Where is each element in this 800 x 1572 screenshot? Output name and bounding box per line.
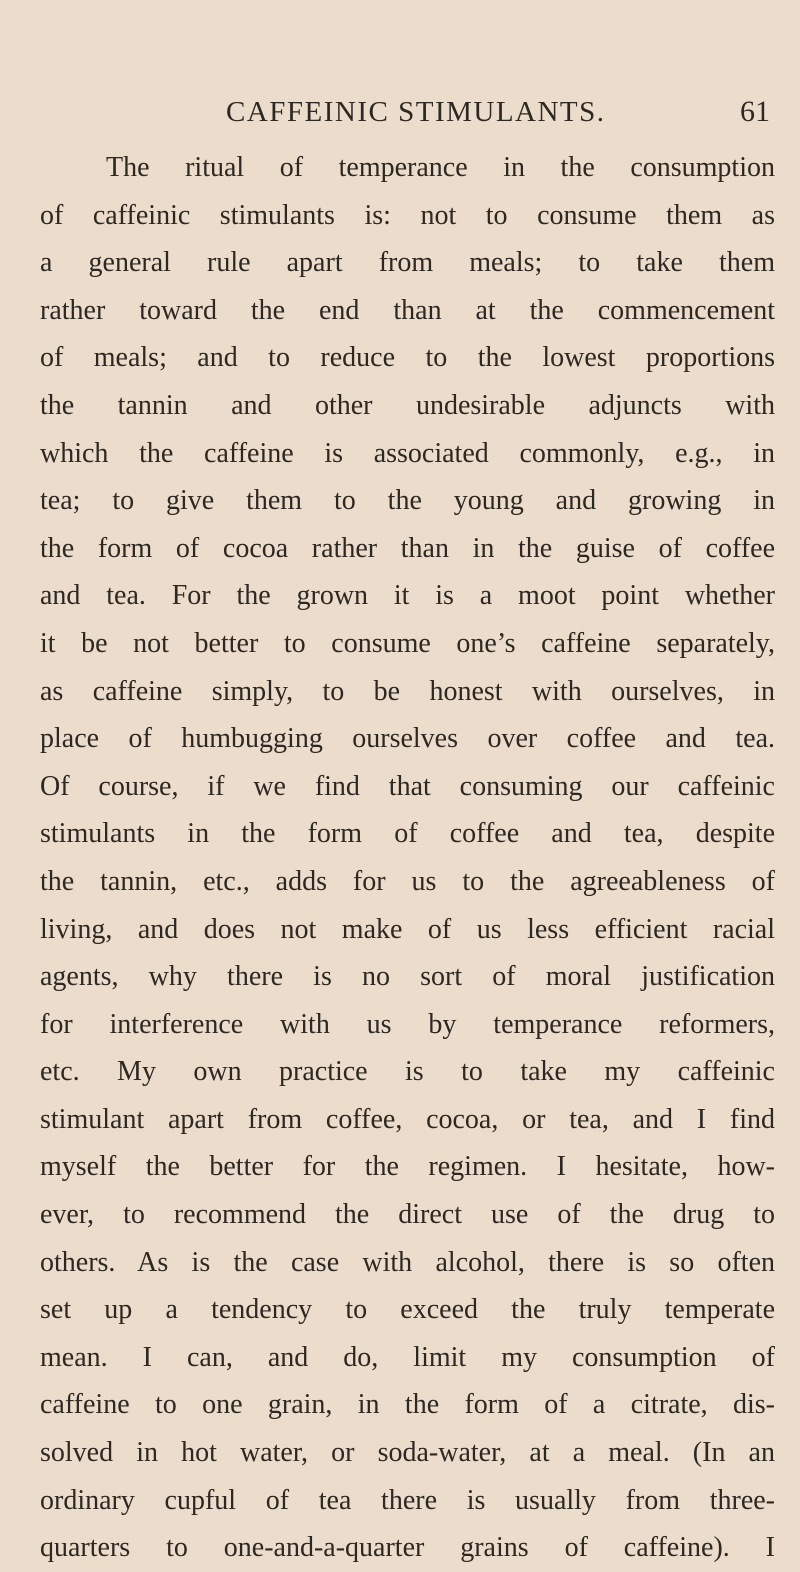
text-line: of meals; and to reduce to the lowest proportions	[40, 342, 775, 374]
text-line: stimulants in the form of coffee and tea, despite	[40, 818, 775, 850]
text-line: which the caffeine is associated commonly, e.g., in	[40, 437, 775, 469]
text-line: tea; to give them to the young and growing in	[40, 485, 775, 517]
text-line: living, and does not make of us less efficient racial	[40, 913, 775, 945]
text-line: quarters to one-and-a-quarter grains of caffeine). I	[40, 1532, 775, 1564]
text-line: mean. I can, and do, limit my consumption of	[40, 1341, 775, 1373]
text-line: etc. My own practice is to take my caffeinic	[40, 1056, 775, 1088]
page-number: 61	[740, 95, 770, 128]
text-line: for interference with us by temperance reformers,	[40, 1008, 775, 1040]
text-line: rather toward the end than at the commencement	[40, 294, 775, 326]
text-line: myself the better for the regimen. I hesitate, how-	[40, 1151, 775, 1183]
text-line: the tannin, etc., adds for us to the agreeableness of	[40, 865, 775, 897]
text-line: of caffeinic stimulants is: not to consume them as	[40, 199, 775, 231]
text-line: Of course, if we find that consuming our caffeinic	[40, 770, 775, 802]
text-line: agents, why there is no sort of moral justification	[40, 961, 775, 993]
text-line: the form of cocoa rather than in the guise of coffee	[40, 532, 775, 564]
text-line: stimulant apart from coffee, cocoa, or tea, and I find	[40, 1103, 775, 1135]
running-head	[0, 92, 800, 132]
text-line: ever, to recommend the direct use of the drug to	[40, 1199, 775, 1231]
text-line: a general rule apart from meals; to take them	[40, 247, 775, 279]
running-title: CAFFEINIC STIMULANTS.	[226, 96, 606, 128]
text-line: place of humbugging ourselves over coffee and tea.	[40, 723, 775, 755]
text-line: the tannin and other undesirable adjuncts with	[40, 389, 775, 421]
text-line: The ritual of temperance in the consumption	[106, 152, 775, 183]
body-paragraph	[40, 144, 775, 1572]
text-line: as caffeine simply, to be honest with ourselves, in	[40, 675, 775, 707]
text-line: it be not better to consume one’s caffeine separately,	[40, 627, 775, 659]
text-line: others. As is the case with alcohol, there is so often	[40, 1246, 775, 1278]
text-line: ordinary cupful of tea there is usually from three-	[40, 1484, 775, 1516]
text-line: set up a tendency to exceed the truly temperate	[40, 1294, 775, 1326]
text-line: solved in hot water, or soda-water, at a meal. (In an	[40, 1437, 775, 1469]
text-line: and tea. For the grown it is a moot point whether	[40, 580, 775, 612]
text-line: caffeine to one grain, in the form of a citrate, dis-	[40, 1389, 775, 1421]
